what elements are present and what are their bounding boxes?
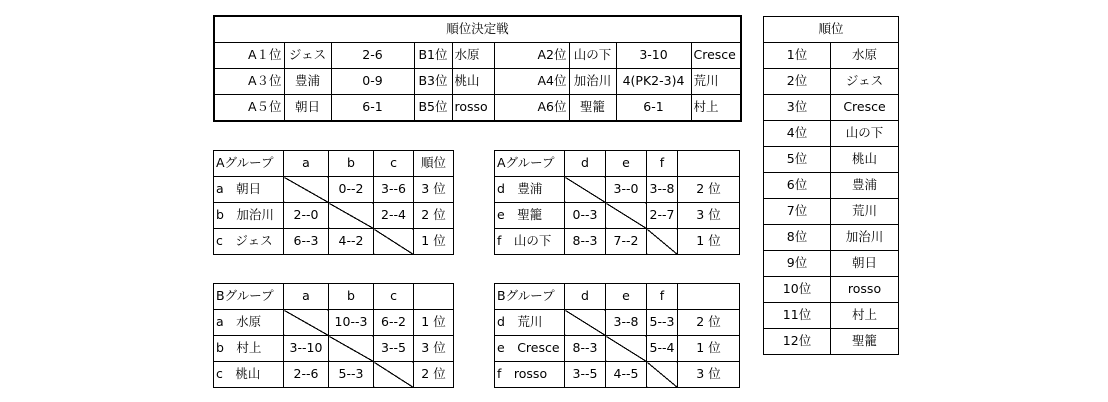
ranking-row xyxy=(764,303,899,329)
column-header: b xyxy=(329,151,374,177)
seed-label: A2位 xyxy=(494,43,569,69)
ranking-team: 村上 xyxy=(831,303,899,329)
self-match-cell xyxy=(284,310,329,336)
team-label: a 水原 xyxy=(214,310,284,336)
match-result: 5--3 xyxy=(647,310,678,336)
self-match-cell xyxy=(329,203,374,229)
ranking-team: 聖籠 xyxy=(831,329,899,355)
group-rank: 1 位 xyxy=(678,336,740,362)
match-result: 5--3 xyxy=(329,362,374,388)
final-ranking-table xyxy=(763,16,899,355)
ranking-row xyxy=(764,69,899,95)
team-name: 聖籠 xyxy=(569,95,616,122)
ranking-place: 1位 xyxy=(764,43,831,69)
ranking-place: 10位 xyxy=(764,277,831,303)
ranking-row xyxy=(764,43,899,69)
ranking-place: 7位 xyxy=(764,199,831,225)
match-result: 3--8 xyxy=(647,177,678,203)
match-result: 3--8 xyxy=(606,310,647,336)
group-row xyxy=(214,310,454,336)
match-result: 3--5 xyxy=(374,336,414,362)
match-result: 4--5 xyxy=(606,362,647,388)
match-result: 6--2 xyxy=(374,310,414,336)
team-name: 加治川 xyxy=(569,69,616,95)
column-header: a xyxy=(284,151,329,177)
final-row xyxy=(214,69,741,95)
team-name: 荒川 xyxy=(691,69,741,95)
column-header: b xyxy=(329,284,374,310)
self-match-cell xyxy=(565,177,606,203)
group-row xyxy=(495,177,740,203)
column-header: d xyxy=(565,151,606,177)
group-row xyxy=(495,336,740,362)
group-row xyxy=(495,229,740,255)
self-match-cell xyxy=(606,336,647,362)
ranking-row xyxy=(764,251,899,277)
ranking-place: 9位 xyxy=(764,251,831,277)
team-label: c ジェス xyxy=(214,229,284,255)
group-header-row xyxy=(214,284,454,310)
team-name: 朝日 xyxy=(284,95,331,122)
ranking-team: ジェス xyxy=(831,69,899,95)
group-rank: 2 位 xyxy=(678,177,740,203)
match-result: 0--2 xyxy=(329,177,374,203)
column-header: e xyxy=(606,151,647,177)
seed-label: A１位 xyxy=(214,43,284,69)
group-rank: 2 位 xyxy=(414,362,454,388)
ranking-row xyxy=(764,147,899,173)
self-match-cell xyxy=(284,177,329,203)
ranking-team: 荒川 xyxy=(831,199,899,225)
team-label: b 加治川 xyxy=(214,203,284,229)
match-score: 2-6 xyxy=(331,43,414,69)
ranking-place: 4位 xyxy=(764,121,831,147)
group-row xyxy=(214,177,454,203)
group-row xyxy=(495,310,740,336)
seed-label: A５位 xyxy=(214,95,284,122)
match-score: 4(PK2-3)4 xyxy=(616,69,691,95)
column-header: a xyxy=(284,284,329,310)
match-result: 10--3 xyxy=(329,310,374,336)
match-result: 2--4 xyxy=(374,203,414,229)
team-name: rosso xyxy=(452,95,494,122)
rank-header xyxy=(414,284,454,310)
group-header-row xyxy=(495,151,740,177)
ranking-place: 5位 xyxy=(764,147,831,173)
team-label: f 山の下 xyxy=(495,229,565,255)
group-a-def-table xyxy=(494,150,740,255)
match-score: 3-10 xyxy=(616,43,691,69)
ranking-team: rosso xyxy=(831,277,899,303)
group-rank: 3 位 xyxy=(678,203,740,229)
group-name: Bグループ xyxy=(495,284,565,310)
group-row xyxy=(214,336,454,362)
group-rank: 2 位 xyxy=(678,310,740,336)
ranking-row xyxy=(764,173,899,199)
seed-label: B5位 xyxy=(414,95,452,122)
ranking-team: 水原 xyxy=(831,43,899,69)
team-label: a 朝日 xyxy=(214,177,284,203)
self-match-cell xyxy=(647,229,678,255)
ranking-row xyxy=(764,329,899,355)
match-result: 4--2 xyxy=(329,229,374,255)
column-header: d xyxy=(565,284,606,310)
group-name: Aグループ xyxy=(214,151,284,177)
group-row xyxy=(495,362,740,388)
seed-label: B1位 xyxy=(414,43,452,69)
ranking-place: 12位 xyxy=(764,329,831,355)
ranking-team: 朝日 xyxy=(831,251,899,277)
team-label: d 荒川 xyxy=(495,310,565,336)
match-result: 8--3 xyxy=(565,229,606,255)
column-header: e xyxy=(606,284,647,310)
group-row xyxy=(214,362,454,388)
group-row xyxy=(214,203,454,229)
group-row xyxy=(495,203,740,229)
match-score: 0-9 xyxy=(331,69,414,95)
group-rank: 2 位 xyxy=(414,203,454,229)
group-name: Bグループ xyxy=(214,284,284,310)
group-rank: 3 位 xyxy=(678,362,740,388)
ranking-team: Cresce xyxy=(831,95,899,121)
self-match-cell xyxy=(565,310,606,336)
team-name: 豊浦 xyxy=(284,69,331,95)
team-label: e 聖籠 xyxy=(495,203,565,229)
match-score: 6-1 xyxy=(331,95,414,122)
ranking-place: 2位 xyxy=(764,69,831,95)
ranking-team: 桃山 xyxy=(831,147,899,173)
group-rank: 1 位 xyxy=(414,310,454,336)
group-header-row xyxy=(214,151,454,177)
ranking-place: 3位 xyxy=(764,95,831,121)
ranking-title: 順位 xyxy=(764,17,899,43)
ranking-team: 豊浦 xyxy=(831,173,899,199)
match-result: 2--7 xyxy=(647,203,678,229)
rank-header xyxy=(678,284,740,310)
self-match-cell xyxy=(374,229,414,255)
seed-label: A6位 xyxy=(494,95,569,122)
team-label: b 村上 xyxy=(214,336,284,362)
group-name: Aグループ xyxy=(495,151,565,177)
match-result: 6--3 xyxy=(284,229,329,255)
column-header: f xyxy=(647,151,678,177)
group-b-def-table xyxy=(494,283,740,388)
team-label: c 桃山 xyxy=(214,362,284,388)
final-row xyxy=(214,95,741,122)
match-result: 7--2 xyxy=(606,229,647,255)
team-label: f rosso xyxy=(495,362,565,388)
match-result: 2--0 xyxy=(284,203,329,229)
group-rank: 3 位 xyxy=(414,336,454,362)
team-name: ジェス xyxy=(284,43,331,69)
match-score: 6-1 xyxy=(616,95,691,122)
ranking-row xyxy=(764,121,899,147)
column-header: f xyxy=(647,284,678,310)
match-result: 5--4 xyxy=(647,336,678,362)
team-name: 村上 xyxy=(691,95,741,122)
final-title: 順位決定戦 xyxy=(214,16,741,43)
rank-header xyxy=(678,151,740,177)
group-rank: 3 位 xyxy=(414,177,454,203)
match-result: 3--0 xyxy=(606,177,647,203)
team-name: 水原 xyxy=(452,43,494,69)
team-label: d 豊浦 xyxy=(495,177,565,203)
self-match-cell xyxy=(606,203,647,229)
match-result: 8--3 xyxy=(565,336,606,362)
column-header: c xyxy=(374,151,414,177)
group-b-abc-table xyxy=(213,283,454,388)
self-match-cell xyxy=(647,362,678,388)
team-name: 桃山 xyxy=(452,69,494,95)
match-result: 3--5 xyxy=(565,362,606,388)
ranking-team: 加治川 xyxy=(831,225,899,251)
ranking-place: 11位 xyxy=(764,303,831,329)
team-label: e Cresce xyxy=(495,336,565,362)
self-match-cell xyxy=(329,336,374,362)
ranking-row xyxy=(764,199,899,225)
match-result: 3--10 xyxy=(284,336,329,362)
final-matches-table xyxy=(213,15,742,122)
group-rank: 1 位 xyxy=(678,229,740,255)
ranking-row xyxy=(764,225,899,251)
match-result: 0--3 xyxy=(565,203,606,229)
seed-label: B3位 xyxy=(414,69,452,95)
match-result: 2--6 xyxy=(284,362,329,388)
ranking-row xyxy=(764,277,899,303)
group-a-abc-table xyxy=(213,150,454,255)
rank-header: 順位 xyxy=(414,151,454,177)
team-name: Cresce xyxy=(691,43,741,69)
team-name: 山の下 xyxy=(569,43,616,69)
group-header-row xyxy=(495,284,740,310)
ranking-row xyxy=(764,95,899,121)
self-match-cell xyxy=(374,362,414,388)
final-row xyxy=(214,43,741,69)
seed-label: A4位 xyxy=(494,69,569,95)
column-header: c xyxy=(374,284,414,310)
group-rank: 1 位 xyxy=(414,229,454,255)
match-result: 3--6 xyxy=(374,177,414,203)
ranking-place: 6位 xyxy=(764,173,831,199)
seed-label: A３位 xyxy=(214,69,284,95)
ranking-place: 8位 xyxy=(764,225,831,251)
ranking-team: 山の下 xyxy=(831,121,899,147)
group-row xyxy=(214,229,454,255)
